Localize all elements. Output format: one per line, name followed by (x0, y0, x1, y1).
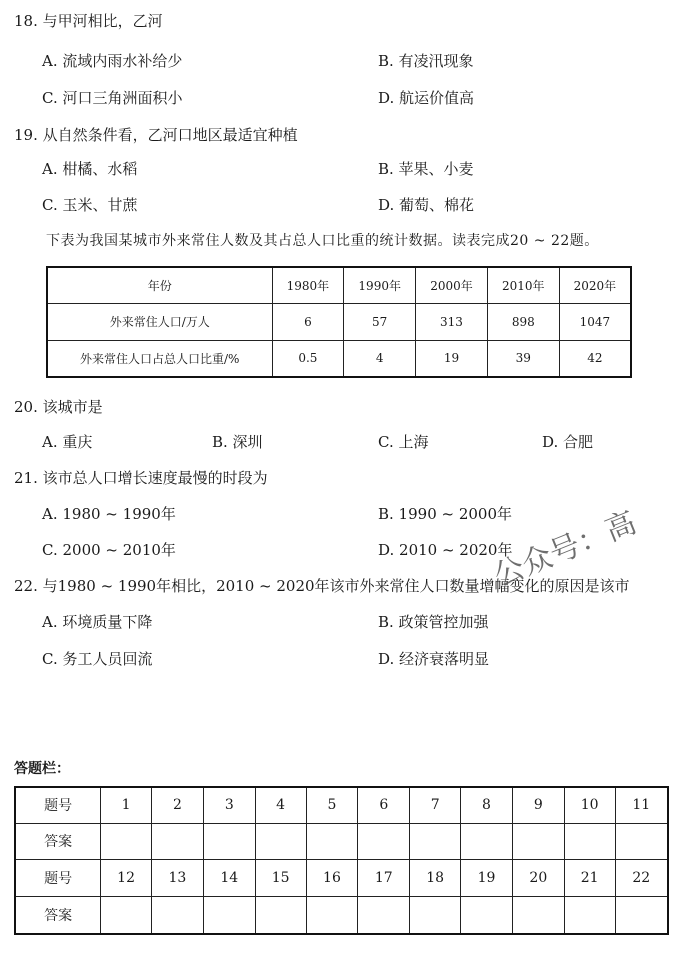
table-cell: 39 (487, 340, 559, 377)
answer-input-row (15, 823, 668, 859)
question-number-cell: 5 (306, 787, 358, 823)
table-intro: 下表为我国某城市外来常住人数及其占总人口比重的统计数据。读表完成20 ~ 22题。 (46, 233, 599, 249)
question-18-option-c: C. 河口三角洲面积小 (42, 89, 183, 107)
question-22-option-c: C. 务工人员回流 (42, 650, 153, 668)
question-20-option-c: C. 上海 (378, 433, 429, 451)
question-number-cell: 8 (461, 787, 513, 823)
question-number-cell: 4 (255, 787, 306, 823)
answer-cell[interactable] (152, 823, 204, 859)
question-19-stem: 19. 从自然条件看，乙河口地区最适宜种植 (14, 126, 298, 144)
answer-cell[interactable] (461, 823, 513, 859)
question-22-stem: 22. 与1980 ~ 1990年相比，2010 ~ 2020年该市外来常住人口数量增幅变化的原因是该市 (14, 577, 630, 595)
question-number-cell: 14 (203, 859, 255, 896)
answer-cell[interactable] (358, 823, 410, 859)
question-19-option-d: D. 葡萄、棉花 (378, 196, 475, 214)
statistics-table (46, 266, 632, 378)
table-cell: 外来常住人口/万人 (47, 303, 272, 340)
answer-cell[interactable] (512, 896, 564, 934)
answer-number-row (15, 859, 668, 896)
table-row (47, 340, 631, 377)
answer-table (14, 786, 669, 935)
table-cell: 4 (344, 340, 416, 377)
question-number-cell: 11 (615, 787, 668, 823)
question-20-option-d: D. 合肥 (542, 433, 594, 451)
answer-cell[interactable] (306, 823, 358, 859)
question-22-option-b: B. 政策管控加强 (378, 613, 489, 631)
answer-cell[interactable] (615, 896, 668, 934)
question-20-option-a: A. 重庆 (42, 433, 93, 451)
question-21-stem: 21. 该市总人口增长速度最慢的时段为 (14, 469, 268, 487)
row-label-number: 题号 (15, 787, 101, 823)
answer-cell[interactable] (564, 896, 615, 934)
question-number-cell: 7 (410, 787, 461, 823)
table-header-cell: 2020年 (559, 267, 631, 303)
row-label-number: 题号 (15, 859, 101, 896)
table-header-cell: 2000年 (416, 267, 488, 303)
question-19-option-b: B. 苹果、小麦 (378, 160, 474, 178)
answer-number-row (15, 787, 668, 823)
question-number-cell: 15 (255, 859, 306, 896)
answer-cell[interactable] (255, 823, 306, 859)
question-number-cell: 1 (101, 787, 152, 823)
table-cell: 外来常住人口占总人口比重/% (47, 340, 272, 377)
table-cell: 57 (344, 303, 416, 340)
question-20-stem: 20. 该城市是 (14, 398, 103, 416)
table-header-cell: 2010年 (487, 267, 559, 303)
answer-section-title: 答题栏： (14, 761, 70, 777)
question-18-stem: 18. 与甲河相比，乙河 (14, 12, 163, 30)
question-number-cell: 9 (512, 787, 564, 823)
answer-cell[interactable] (358, 896, 410, 934)
row-label-answer: 答案 (15, 823, 101, 859)
answer-cell[interactable] (461, 896, 513, 934)
question-number-cell: 22 (615, 859, 668, 896)
question-19-option-a: A. 柑橘、水稻 (42, 160, 138, 178)
table-cell: 898 (487, 303, 559, 340)
table-cell: 42 (559, 340, 631, 377)
table-header-cell: 年份 (47, 267, 272, 303)
question-18-option-b: B. 有凌汛现象 (378, 52, 474, 70)
answer-cell[interactable] (306, 896, 358, 934)
question-number-cell: 13 (152, 859, 204, 896)
table-cell: 0.5 (272, 340, 344, 377)
question-number-cell: 20 (512, 859, 564, 896)
answer-cell[interactable] (564, 823, 615, 859)
question-21-option-a: A. 1980 ~ 1990年 (42, 505, 176, 523)
question-number-cell: 21 (564, 859, 615, 896)
table-cell: 313 (416, 303, 488, 340)
question-22-option-d: D. 经济衰落明显 (378, 650, 490, 668)
question-18-option-d: D. 航运价值高 (378, 89, 475, 107)
question-number-cell: 12 (101, 859, 152, 896)
answer-cell[interactable] (101, 896, 152, 934)
table-cell: 1047 (559, 303, 631, 340)
answer-cell[interactable] (410, 896, 461, 934)
answer-cell[interactable] (410, 823, 461, 859)
row-label-answer: 答案 (15, 896, 101, 934)
answer-cell[interactable] (203, 896, 255, 934)
question-number-cell: 17 (358, 859, 410, 896)
table-cell: 19 (416, 340, 488, 377)
question-number-cell: 16 (306, 859, 358, 896)
question-number-cell: 2 (152, 787, 204, 823)
table-header-cell: 1990年 (344, 267, 416, 303)
answer-cell[interactable] (615, 823, 668, 859)
watermark: 公众号：高 (488, 505, 642, 594)
question-number-cell: 18 (410, 859, 461, 896)
question-22-option-a: A. 环境质量下降 (42, 613, 153, 631)
question-21-option-c: C. 2000 ~ 2010年 (42, 541, 176, 559)
question-21-option-d: D. 2010 ~ 2020年 (378, 541, 513, 559)
answer-cell[interactable] (101, 823, 152, 859)
answer-cell[interactable] (152, 896, 204, 934)
question-19-option-c: C. 玉米、甘蔗 (42, 196, 138, 214)
answer-cell[interactable] (512, 823, 564, 859)
table-header-row (47, 267, 631, 303)
question-number-cell: 3 (203, 787, 255, 823)
question-number-cell: 6 (358, 787, 410, 823)
question-20-option-b: B. 深圳 (212, 433, 263, 451)
answer-cell[interactable] (203, 823, 255, 859)
question-number-cell: 10 (564, 787, 615, 823)
table-header-cell: 1980年 (272, 267, 344, 303)
table-cell: 6 (272, 303, 344, 340)
table-row (47, 303, 631, 340)
answer-cell[interactable] (255, 896, 306, 934)
question-21-option-b: B. 1990 ~ 2000年 (378, 505, 513, 523)
question-number-cell: 19 (461, 859, 513, 896)
question-18-option-a: A. 流域内雨水补给少 (42, 52, 183, 70)
answer-input-row (15, 896, 668, 934)
